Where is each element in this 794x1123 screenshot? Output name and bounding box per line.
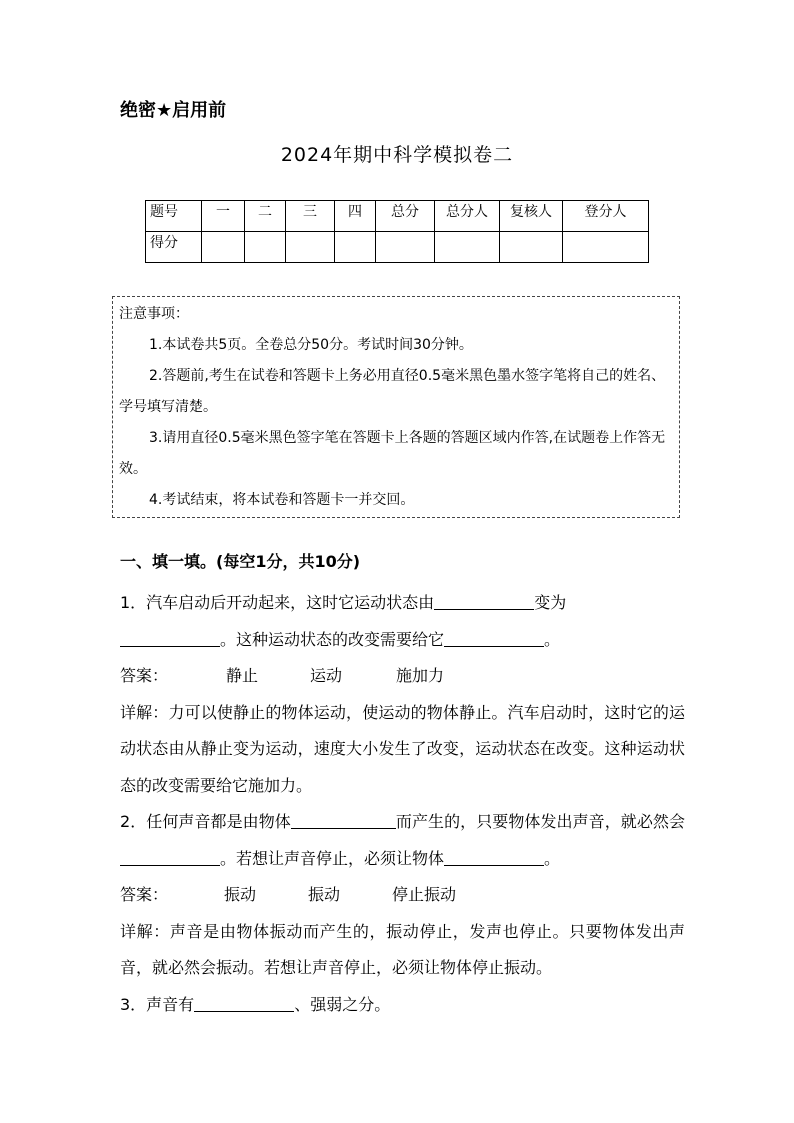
notice-title: 注意事项： bbox=[119, 306, 189, 322]
explanation-1: 详解：力可以使静止的物体运动，使运动的物体静止。汽车启动时，这时它的运动状态由从静止变为运动，速度大小发生了改变，运动状态在改变。这种运动状态的改变需要给它施加力。 bbox=[120, 702, 685, 795]
score-header-cell: 三 bbox=[286, 201, 335, 232]
score-table-header-row bbox=[146, 201, 649, 232]
blank bbox=[194, 993, 294, 1012]
blank bbox=[120, 847, 220, 866]
questions bbox=[120, 585, 685, 1023]
blank bbox=[434, 591, 534, 610]
question-text: 。 bbox=[544, 848, 561, 868]
question-text: 。若想让声音停止，必须让物体 bbox=[220, 848, 445, 868]
score-header-cell: 题号 bbox=[146, 201, 202, 232]
answer-value: 振动 bbox=[308, 885, 341, 904]
score-cell bbox=[202, 232, 245, 263]
blank bbox=[120, 628, 220, 647]
question-3 bbox=[120, 987, 685, 1024]
answer-value: 振动 bbox=[224, 885, 257, 904]
blank bbox=[291, 810, 396, 829]
score-cell bbox=[435, 232, 500, 263]
score-header-cell: 总分人 bbox=[435, 201, 500, 232]
score-cell bbox=[335, 232, 376, 263]
question-text: 。这种运动状态的改变需要给它 bbox=[220, 629, 445, 649]
question-1 bbox=[120, 585, 685, 658]
score-cell bbox=[563, 232, 649, 263]
answer-2 bbox=[120, 877, 685, 914]
answer-value: 施加力 bbox=[396, 666, 445, 685]
score-header-cell: 四 bbox=[335, 201, 376, 232]
question-text: 而产生的，只要物体发出声音，就必然会 bbox=[395, 812, 685, 831]
notice-item: 3.请用直径0.5毫米黑色签字笔在答题卡上各题的答题区域内作答,在试题卷上作答无效。 bbox=[119, 430, 666, 477]
answer-label: 答案： bbox=[120, 885, 169, 904]
score-cell bbox=[376, 232, 435, 263]
score-table bbox=[145, 200, 649, 263]
blank bbox=[444, 847, 544, 866]
score-header-cell: 二 bbox=[245, 201, 286, 232]
score-header-cell: 复核人 bbox=[500, 201, 563, 232]
answer-value: 停止振动 bbox=[392, 885, 457, 904]
score-cell bbox=[286, 232, 335, 263]
question-text: 变为 bbox=[534, 593, 567, 612]
score-header-cell: 一 bbox=[202, 201, 245, 232]
question-text: 1．汽车启动后开动起来，这时它运动状态由 bbox=[120, 593, 435, 612]
question-text: 3．声音有 bbox=[120, 994, 195, 1014]
question-2 bbox=[120, 804, 685, 877]
notice-box bbox=[112, 296, 680, 518]
score-header-cell: 登分人 bbox=[563, 201, 649, 232]
answer-value: 静止 bbox=[226, 666, 259, 685]
answer-label: 答案： bbox=[120, 666, 169, 685]
confidential-label: 绝密★启用前 bbox=[120, 100, 227, 121]
explanation-2: 详解：声音是由物体振动而产生的，振动停止，发声也停止。只要物体发出声音，就必然会振动。若想让声音停止，必须让物体停止振动。 bbox=[120, 921, 685, 977]
page-title: 2024年期中科学模拟卷二 bbox=[280, 144, 514, 166]
section-title: 一、填一填。(每空1分，共10分) bbox=[120, 552, 361, 571]
score-row-label: 得分 bbox=[146, 232, 202, 263]
score-header-cell: 总分 bbox=[376, 201, 435, 232]
question-text: 、强弱之分。 bbox=[294, 994, 391, 1014]
notice-item: 4.考试结束，将本试卷和答题卡一并交回。 bbox=[149, 492, 415, 508]
notice-item: 1.本试卷共5页。全卷总分50分。考试时间30分钟。 bbox=[149, 337, 473, 353]
score-cell bbox=[245, 232, 286, 263]
blank bbox=[444, 628, 544, 647]
question-text: 2．任何声音都是由物体 bbox=[120, 812, 291, 831]
notice-item: 2.答题前,考生在试卷和答题卡上务必用直径0.5毫米黑色墨水签字笔将自己的姓名、学号填写清楚。 bbox=[119, 368, 666, 415]
answer-value: 运动 bbox=[310, 666, 343, 685]
question-text: 。 bbox=[544, 629, 561, 649]
answer-1 bbox=[120, 658, 685, 695]
score-table-score-row bbox=[146, 232, 649, 263]
score-cell bbox=[500, 232, 563, 263]
